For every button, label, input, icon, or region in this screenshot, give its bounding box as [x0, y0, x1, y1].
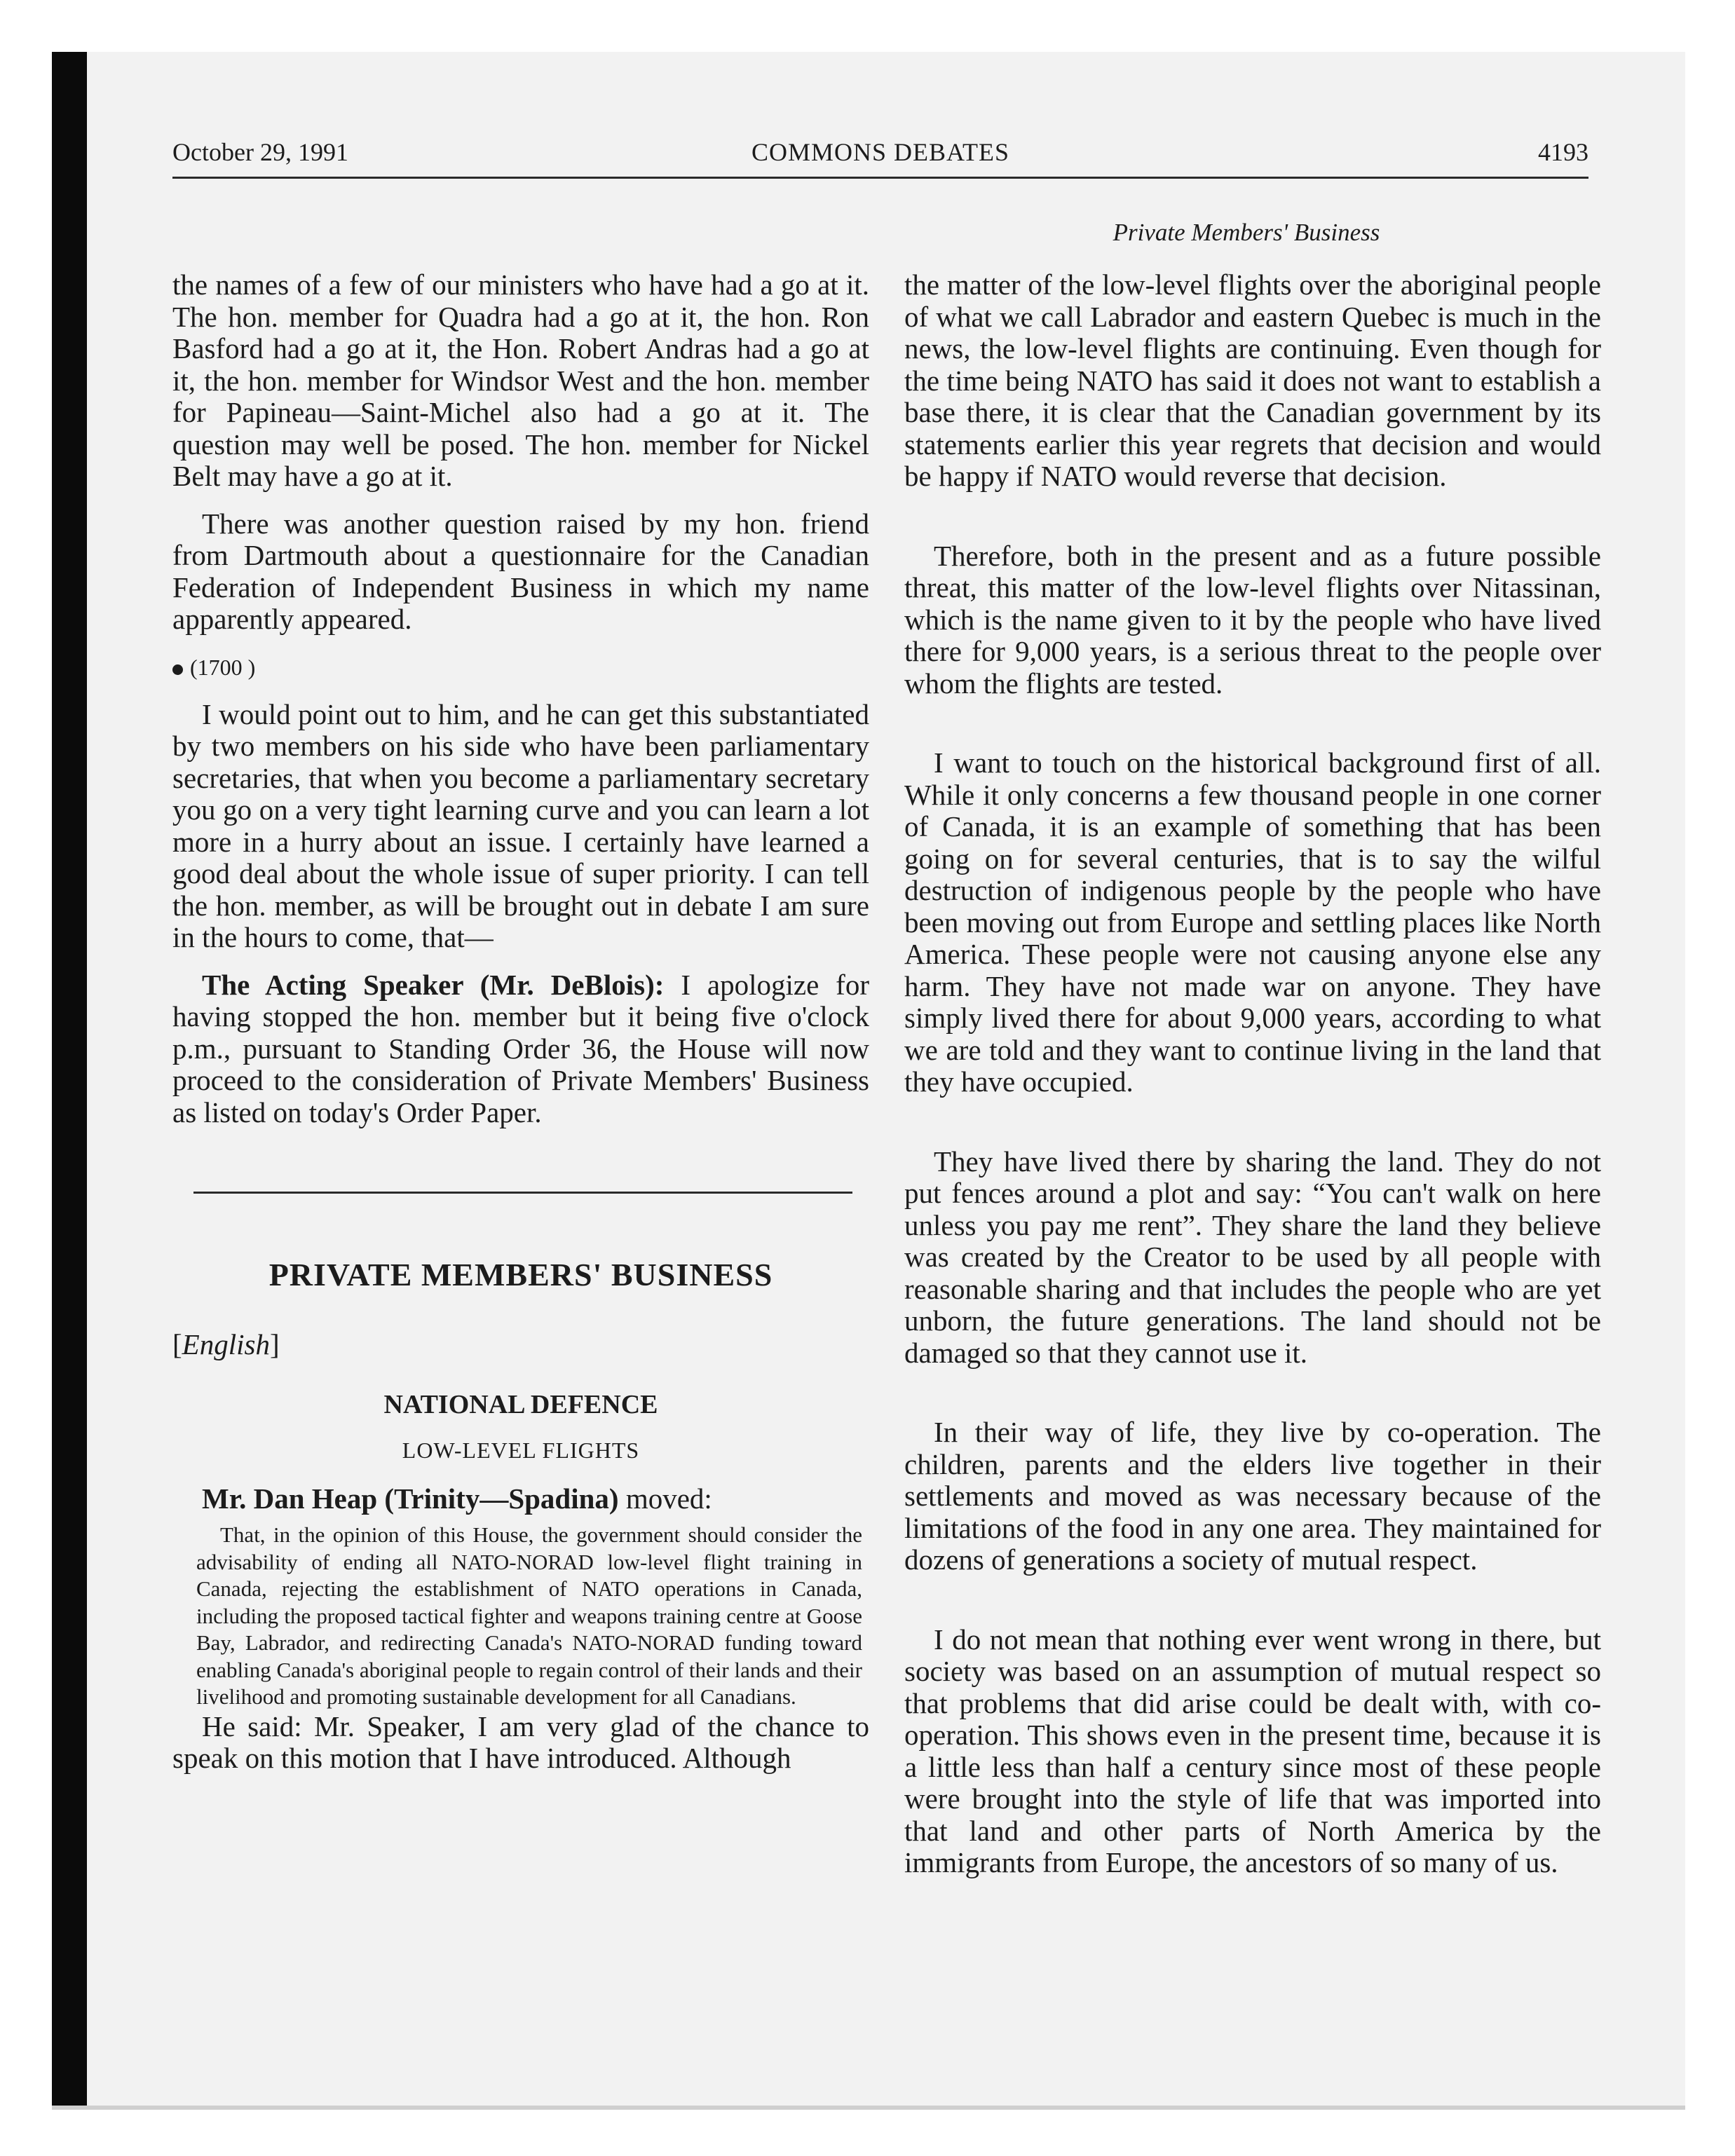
language-tag-text: English: [182, 1328, 270, 1360]
bullet-icon: [172, 664, 183, 675]
right-paragraph-1: the matter of the low-level flights over the aboriginal people of what we call Labrador and eastern Quebec is much in the news, the low-level flights are continuing. Even though for the time being NATO has said it does not want to establish a base there, it is clear that the Canadian government by its statements earlier this year regrets that decision and would be happy if NATO would reverse that decision.: [904, 268, 1601, 492]
section-title: PRIVATE MEMBERS' BUSINESS: [268, 1257, 773, 1292]
language-tag: [English]: [172, 1328, 280, 1360]
right-column: [904, 269, 1601, 1879]
subtopic-title: LOW-LEVEL FLIGHTS: [402, 1438, 640, 1463]
motion-text: That, in the opinion of this House, the government should consider the advisability of ending all NATO-NORAD low-level flight training in Canada, rejecting the establishment of NATO operations in Canada, including the proposed tactical fighter and weapons training centre at Goose Bay, Labrador, and redirecting Canada's NATO-NORAD funding toward enabling Canada's aboriginal people to regain control of their lands and their livelihood and promoting sustainable development for all Canadians.: [196, 1522, 862, 1709]
speaker-text: I apologize for having stopped the hon. member but it being five o'clock p.m., pursuant to Standing Order 36, the House will now proceed to the consideration of Private Members' Business as listed on today's Order Paper.: [172, 968, 869, 1128]
mover-line: [172, 1481, 869, 1516]
timestamp-text: (1700 ): [190, 654, 256, 680]
right-paragraph-2: Therefore, both in the present and as a future possible threat, this matter of the low-level flights over Nitassinan, which is the name given to it by the people who have lived there for 9,000 years, is a serious threat to the people over whom the flights are tested.: [904, 539, 1601, 700]
timestamp-marker: [172, 651, 869, 683]
scan-border-bottom: [52, 2106, 1685, 2110]
mover-label: Mr. Dan Heap (Trinity—Spadina): [202, 1482, 619, 1515]
left-paragraph-3: I would point out to him, and he can get this substantiated by two members on his side who have been parliamentary secretaries, that when you become a parliamentary secretary you go on a very tight learning curve and you can learn a lot more in a hurry about an issue. I certainly have learned a good deal about the whole issue of super priority. I can tell the hon. member, as will be brought out in debate I am sure in the hours to come, that—: [172, 697, 869, 953]
section-running-head: Private Members' Business: [1113, 219, 1380, 246]
header-rule: [172, 177, 1588, 179]
speaker-paragraph: [172, 969, 869, 1129]
subject-title: NATIONAL DEFENCE: [383, 1390, 658, 1419]
running-header: [172, 137, 1588, 174]
right-paragraph-3: I want to touch on the historical background first of all. While it only concerns a few thousand people in one corner of Canada, it is an example of something that has been going on for several centuries, that is to say the wilful destruction of indigenous people by the people who have been moving out from Europe and settling places like North America. These people were not causing anyone else any harm. They have not made war on anyone. They have simply lived there for about 9,000 years, according to what we are told and they want to continue living in the land that they have occupied.: [904, 746, 1601, 1098]
left-paragraph-1: the names of a few of our ministers who have had a go at it. The hon. member for Quadra had a go at it, the hon. Ron Basford had a go at it, the Hon. Robert Andras had a go at it, the hon. member for Windsor West and the hon. member for Papineau—Saint-Michel also had a go at it. The question may well be posed. The hon. member for Nickel Belt may have a go at it.: [172, 268, 869, 492]
header-page-number: 4193: [1538, 138, 1588, 166]
left-paragraph-2: There was another question raised by my hon. friend from Dartmouth about a questionnaire for the Canadian Federation of Independent Business in which my name apparently appeared.: [172, 507, 869, 635]
left-paragraph-4: He said: Mr. Speaker, I am very glad of the chance to speak on this motion that I have introduced. Although: [172, 1710, 869, 1774]
section-divider: [193, 1192, 852, 1194]
header-publication: COMMONS DEBATES: [751, 138, 1010, 166]
right-paragraph-6: I do not mean that nothing ever went wrong in there, but society was based on an assumption of mutual respect so that problems that did arise could be dealt with, with co-operation. This shows even in the present time, because it is a little less than half a century since most of these people were brought into the style of life that was imported into that land and other parts of North America by the immigrants from Europe, the ancestors of so many of us.: [904, 1623, 1601, 1878]
left-column: [172, 269, 869, 1775]
right-paragraph-4: They have lived there by sharing the land. They do not put fences around a plot and say: “You can't walk on here unless you pay me rent”. They share the land they believe was created by the Creator to be used by all people with reasonable sharing and that includes the people who are yet unborn, the future generations. The land should not be damaged so that they cannot use it.: [904, 1145, 1601, 1369]
scan-border-left: [52, 52, 87, 2106]
header-date: October 29, 1991: [172, 138, 348, 166]
mover-text: moved:: [618, 1482, 712, 1515]
speaker-label: The Acting Speaker (Mr. DeBlois):: [202, 968, 665, 1001]
right-paragraph-5: In their way of life, they live by co-operation. The children, parents and the elders live together in their settlements and moved as was necessary because of the limitations of the food in any one area. They maintained for dozens of generations a society of mutual respect.: [904, 1416, 1601, 1576]
